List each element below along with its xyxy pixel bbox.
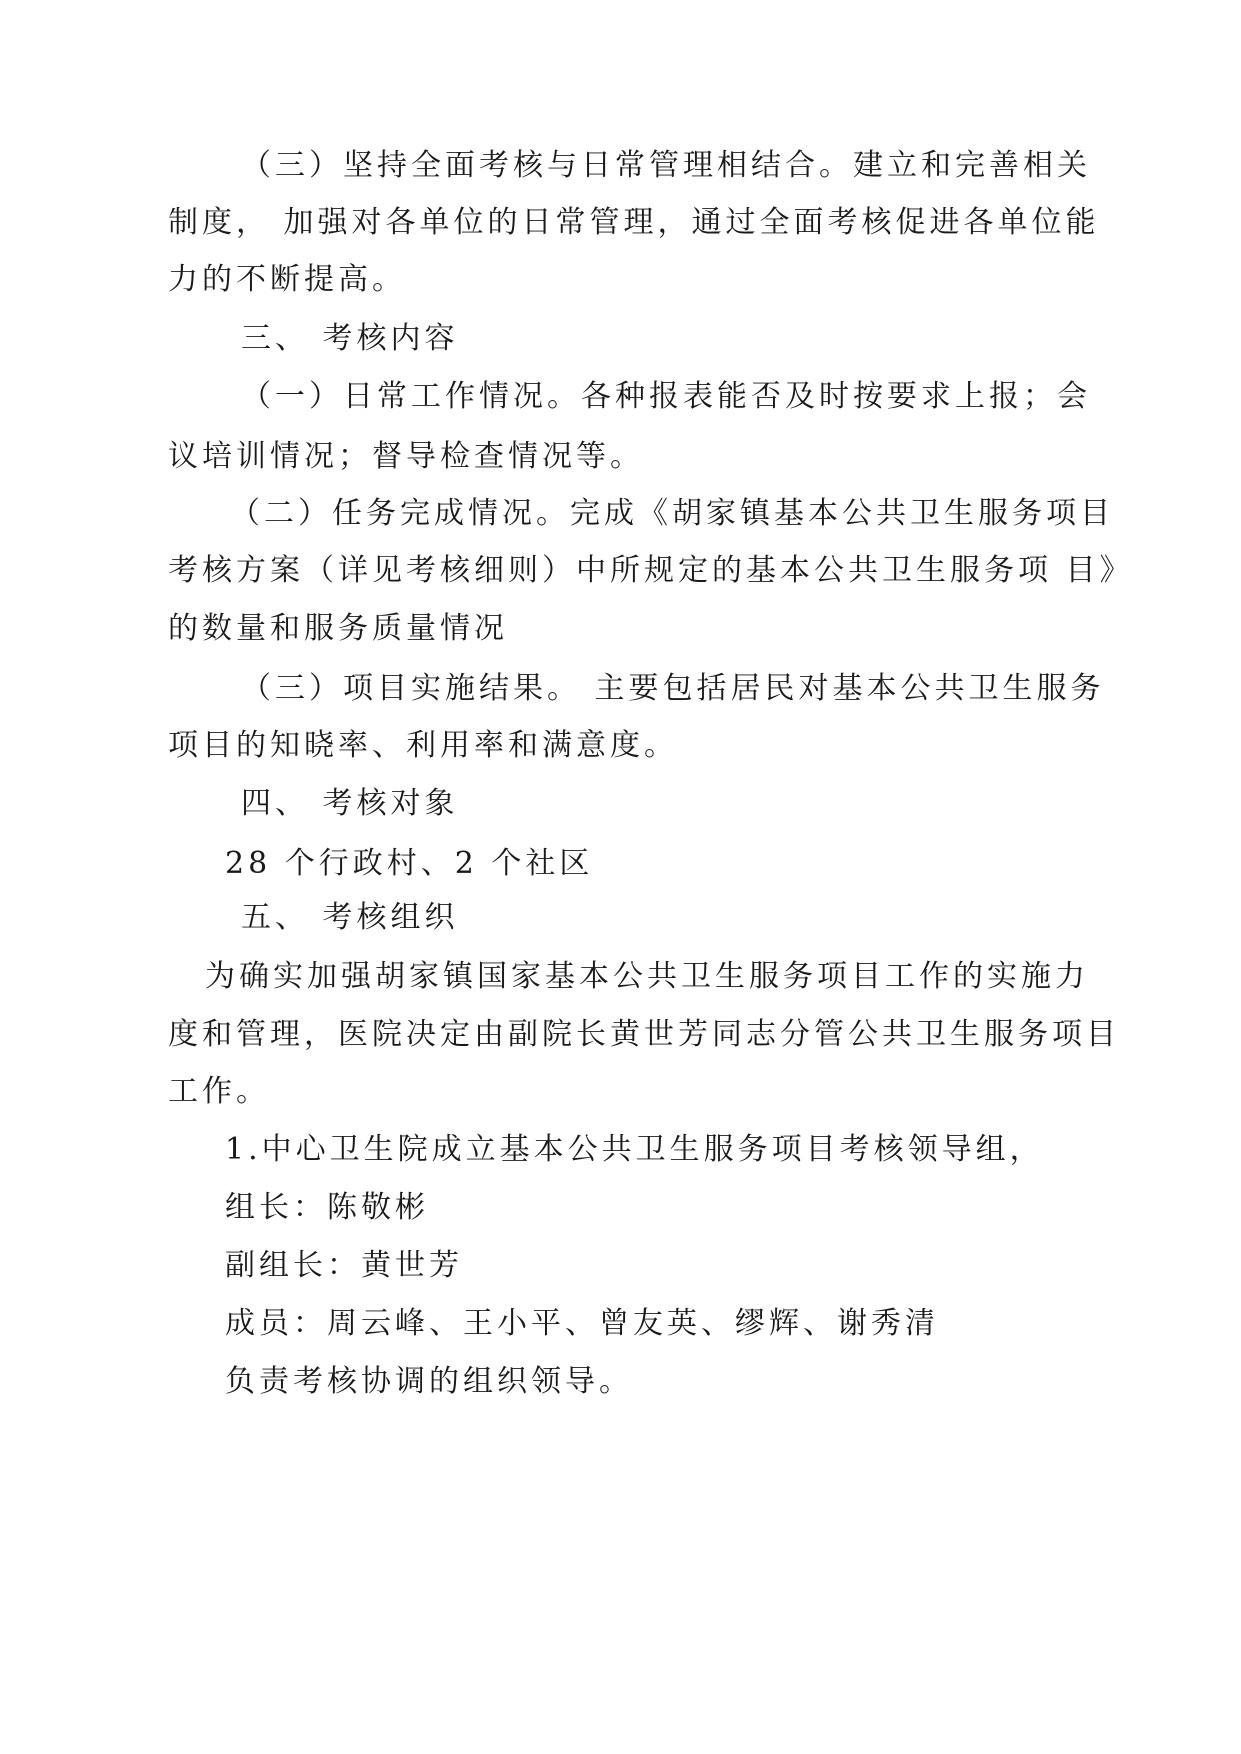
section-heading-content: 三、 考核内容 <box>241 321 459 356</box>
content-2-line-2: 考核方案（详见考核细则）中所规定的基本公共卫生服务项 目》 <box>168 553 1134 588</box>
section-heading-targets: 四、 考核对象 <box>241 786 459 821</box>
deputy-group-leader: 副组长：黄世芳 <box>225 1248 463 1283</box>
leadership-group-title: 1.中心卫生院成立基本公共卫生服务项目考核领导组， <box>225 1132 1044 1167</box>
content-2-line-1: （二）任务完成情况。完成《胡家镇基本公共卫生服务项目 <box>230 496 1114 531</box>
group-members: 成员：周云峰、王小平、曾友英、缪辉、谢秀清 <box>225 1306 939 1341</box>
organization-line-1: 为确实加强胡家镇国家基本公共卫生服务项目工作的实施力 <box>205 959 1089 994</box>
content-3-line-2: 项目的知晓率、利用率和满意度。 <box>168 728 678 763</box>
content-2-line-3: 的数量和服务质量情况 <box>168 611 508 646</box>
content-1-line-2: 议培训情况；督导检查情况等。 <box>168 439 644 474</box>
principle-3-line-3: 力的不断提高。 <box>168 262 406 297</box>
content-3-line-1: （三）项目实施结果。 主要包括居民对基本公共卫生服务 <box>241 671 1105 706</box>
principle-3-line-2: 制度， 加强对各单位的日常管理，通过全面考核促进各单位能 <box>168 205 1100 240</box>
organization-line-3: 工作。 <box>168 1074 270 1109</box>
content-1-line-1: （一）日常工作情况。各种报表能否及时按要求上报；会 <box>241 379 1091 414</box>
group-leader: 组长：陈敬彬 <box>225 1190 429 1225</box>
section-heading-organization: 五、 考核组织 <box>241 900 459 935</box>
principle-3-line-1: （三）坚持全面考核与日常管理相结合。建立和完善相关 <box>241 148 1091 183</box>
group-responsibility: 负责考核协调的组织领导。 <box>225 1364 633 1399</box>
targets-text: 28 个行政村、2 个社区 <box>225 846 594 881</box>
organization-line-2: 度和管理，医院决定由副院长黄世芳同志分管公共卫生服务项目 <box>168 1017 1120 1052</box>
